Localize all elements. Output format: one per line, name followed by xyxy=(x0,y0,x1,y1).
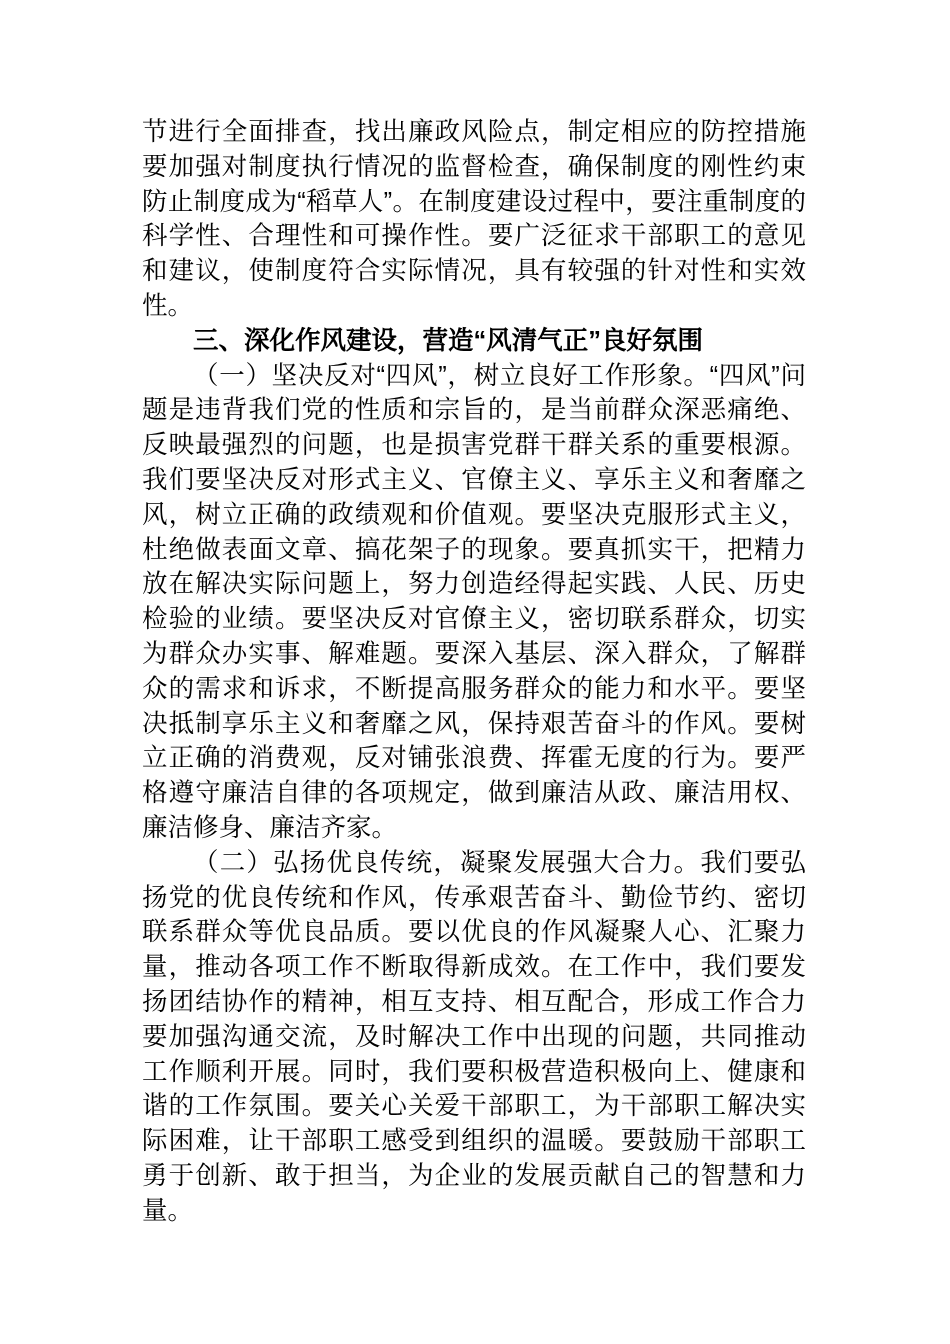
text-line: 检验的业绩。要坚决反对官僚主义，密切联系群众，切实 xyxy=(142,605,806,634)
text-line: 性。 xyxy=(142,291,194,320)
text-line: 杜绝做表面文章、搞花架子的现象。要真抓实干，把精力 xyxy=(142,535,806,564)
text-line: 工作顺利开展。同时，我们要积极营造积极向上、健康和 xyxy=(142,1057,806,1086)
text-line: 立正确的消费观，反对铺张浪费、挥霍无度的行为。要严 xyxy=(142,744,806,773)
paragraph-one-oppose-four-winds xyxy=(142,359,806,846)
text-line: 量，推动各项工作不断取得新成效。在工作中，我们要发 xyxy=(142,953,806,982)
text-line: 放在解决实际问题上，努力创造经得起实践、人民、历史 xyxy=(142,570,806,599)
text-line: 格遵守廉洁自律的各项规定，做到廉洁从政、廉洁用权、 xyxy=(142,779,806,808)
text-line: 谐的工作氛围。要关心关爱干部职工，为干部职工解决实 xyxy=(142,1092,806,1121)
text-line: 廉洁修身、廉洁齐家。 xyxy=(142,813,398,842)
text-line: 要加强沟通交流，及时解决工作中出现的问题，共同推动 xyxy=(142,1022,806,1051)
text-line: 际困难，让干部职工感受到组织的温暖。要鼓励干部职工 xyxy=(142,1127,806,1156)
text-line: 扬团结协作的精神，相互支持、相互配合，形成工作合力 xyxy=(142,987,806,1016)
text-line: 反映最强烈的问题，也是损害党群干群关系的重要根源。 xyxy=(142,431,806,460)
text-line: 我们要坚决反对形式主义、官僚主义、享乐主义和奢靡之 xyxy=(142,465,806,494)
heading-section-three-work-style xyxy=(142,324,806,359)
text-line: 扬党的优良传统和作风，传承艰苦奋斗、勤俭节约、密切 xyxy=(142,883,806,912)
text-line: 科学性、合理性和可操作性。要广泛征求干部职工的意见 xyxy=(142,222,806,251)
section-heading-line: 三、深化作风建设，营造“风清气正”良好氛围 xyxy=(193,326,704,355)
text-line: 联系群众等优良品质。要以优良的作风凝聚人心、汇聚力 xyxy=(142,918,806,947)
text-line: 众的需求和诉求，不断提高服务群众的能力和水平。要坚 xyxy=(142,674,806,703)
text-line: （二）弘扬优良传统，凝聚发展强大合力。我们要弘 xyxy=(193,848,806,877)
text-line: 勇于创新、敢于担当，为企业的发展贡献自己的智慧和力 xyxy=(142,1161,806,1190)
document-text-block xyxy=(142,115,806,1229)
text-line: 题是违背我们党的性质和宗旨的，是当前群众深恶痛绝、 xyxy=(142,396,806,425)
paragraph-system-building-continuation xyxy=(142,115,806,324)
text-line: 防止制度成为“稻草人”。在制度建设过程中，要注重制度的 xyxy=(142,187,806,216)
paragraph-two-carry-forward-traditions xyxy=(142,846,806,1229)
text-line: （一）坚决反对“四风”，树立良好工作形象。“四风”问 xyxy=(193,361,806,390)
text-line: 风，树立正确的政绩观和价值观。要坚决克服形式主义， xyxy=(142,500,806,529)
text-line: 要加强对制度执行情况的监督检查，确保制度的刚性约束 xyxy=(142,152,806,181)
text-line: 量。 xyxy=(142,1196,194,1225)
text-line: 为群众办实事、解难题。要深入基层、深入群众，了解群 xyxy=(142,639,806,668)
text-line: 节进行全面排查，找出廉政风险点，制定相应的防控措施 xyxy=(142,118,806,146)
text-line: 和建议，使制度符合实际情况，具有较强的针对性和实效 xyxy=(142,257,806,286)
text-line: 决抵制享乐主义和奢靡之风，保持艰苦奋斗的作风。要树 xyxy=(142,709,806,738)
